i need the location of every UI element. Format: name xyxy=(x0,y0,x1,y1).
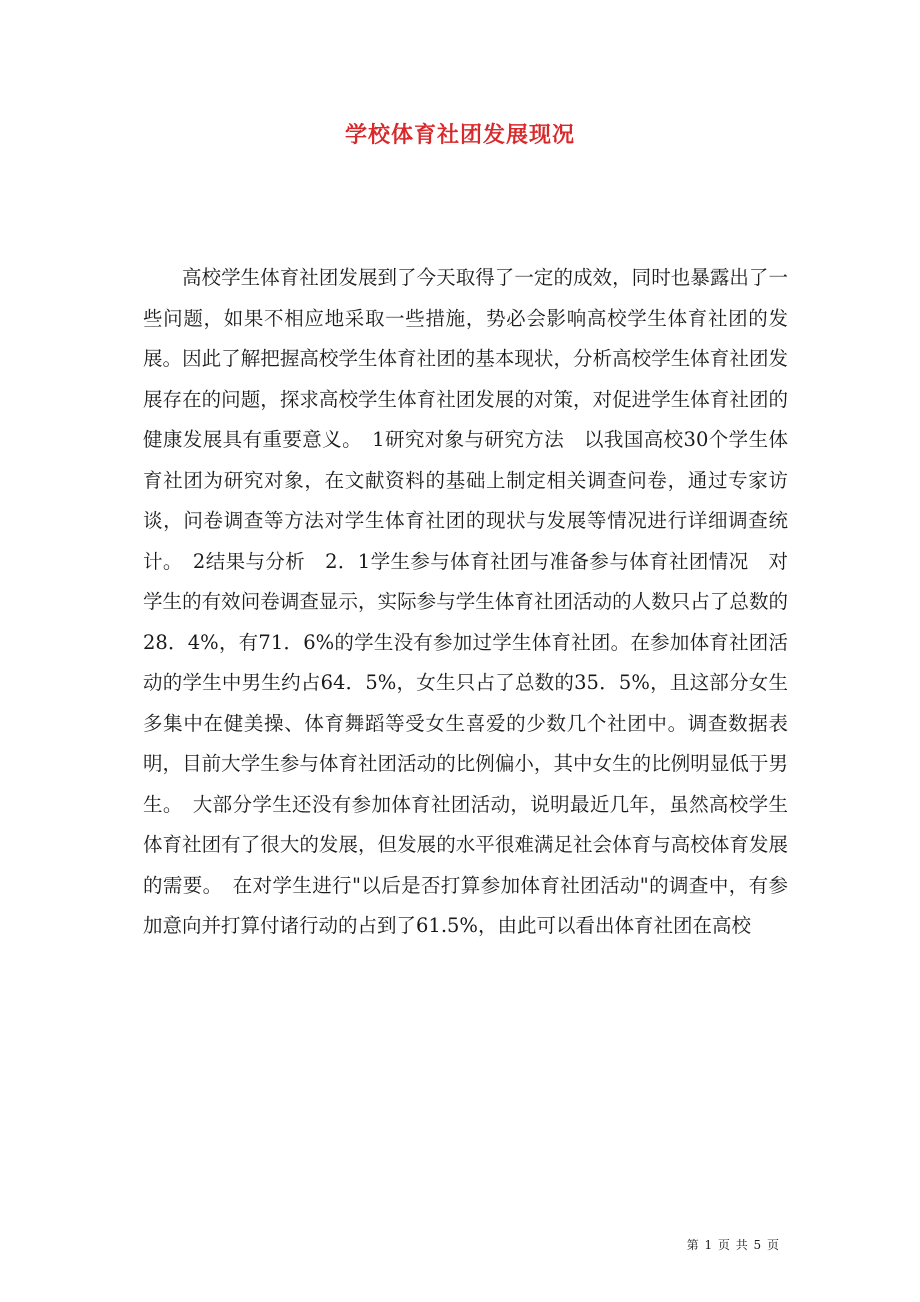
page-number: 第 1 页 共 5 页 xyxy=(686,1238,780,1252)
document-body: 高校学生体育社团发展到了今天取得了一定的成效，同时也暴露出了一些问题，如果不相应地采取一些措施，势必会影响高校学生体育社团的发展。因此了解把握高校学生体育社团的基本现状，分析高校学生体育社团发展存在的问题，探求高校学生体育社团发展的对策，对促进学生体育社团的健康发展具有重要意义。 1研究对象与研究方法 以我国高校30个学生体育社团为研究对象，在文献资料的基础上制定相关调查问卷，通过专家访谈，问卷调查等方法对学生体育社团的现状与发展等情况进行详细调查统计。 2结果与分析 2．1学生参与体育社团与准备参与体育社团情况 对学生的有效问卷调查显示，实际参与学生体育社团活动的人数只占了总数的28．4%，有71．6%的学生没有参加过学生体育社团。在参加体育社团活动的学生中男生约占64．5%，女生只占了总数的35．5%，且这部分女生多集中在健美操、体育舞蹈等受女生喜爱的少数几个社团中。调查数据表明，目前大学生参与体育社团活动的比例偏小，其中女生的比例明显低于男生。 大部分学生还没有参加体育社团活动，说明最近几年，虽然高校学生体育社团有了很大的发展，但发展的水平很难满足社会体育与高校体育发展的需要。 在对学生进行"以后是否打算参加体育社团活动"的调查中，有参加意向并打算付诸行动的占到了61.5%，由此可以看出体育社团在高校 xyxy=(143,266,788,937)
document-title: 学校体育社团发展现况 xyxy=(344,122,575,148)
